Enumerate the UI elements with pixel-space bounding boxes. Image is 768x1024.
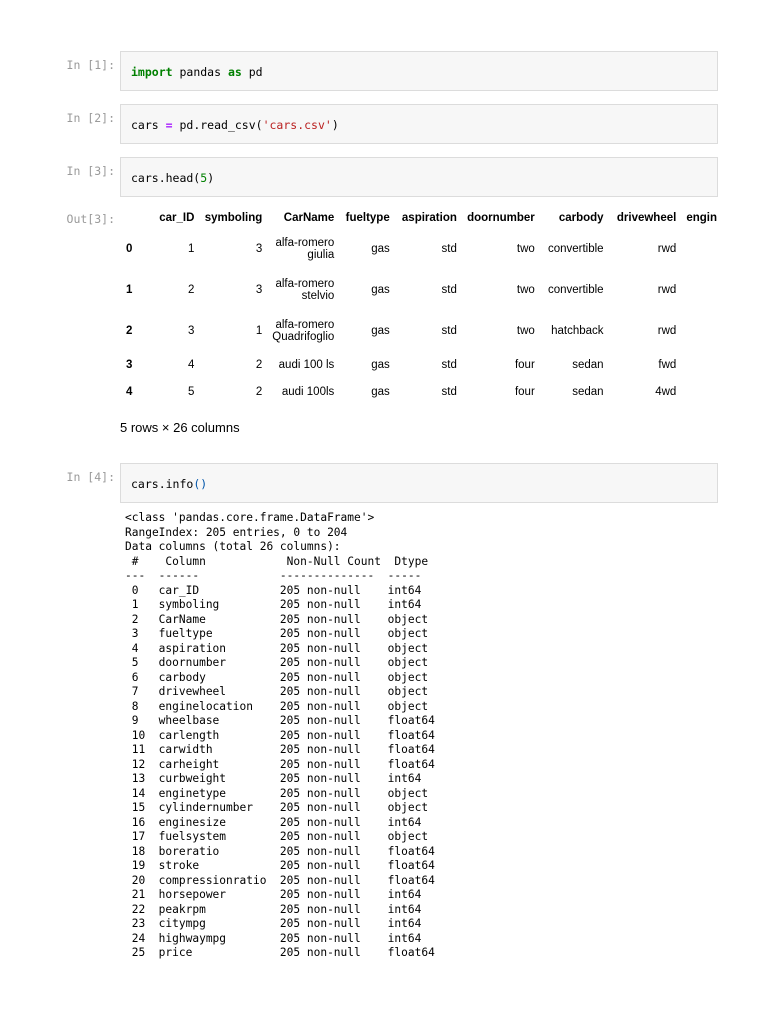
input-prompt-2: In [2]: <box>66 111 115 125</box>
call-parens: () <box>193 477 208 491</box>
cell-car-id: 4 <box>188 358 195 371</box>
cell-symboling: 2 <box>255 358 263 371</box>
info-column-row: 24 highwaympg 205 non-null int64 <box>131 931 422 945</box>
table-row <box>118 269 722 310</box>
carname-line-2: giulia <box>307 248 335 261</box>
cell-doornumber: two <box>516 324 535 337</box>
code-cell-4[interactable] <box>120 463 718 503</box>
number-literal: 5 <box>200 171 208 185</box>
cell-carname <box>267 269 339 310</box>
row-index: 2 <box>126 324 133 337</box>
table-row <box>118 310 722 351</box>
info-column-row: 13 curbweight 205 non-null int64 <box>131 772 422 785</box>
cell-aspiration: std <box>441 242 457 255</box>
carname-line-2: stelvio <box>301 289 335 302</box>
assign-operator: = <box>165 118 173 132</box>
cell-drivewheel: rwd <box>657 324 677 337</box>
cell-aspiration: std <box>441 358 457 371</box>
input-prompt-4: In [4]: <box>66 470 115 484</box>
info-column-row: 25 price 205 non-null float64 <box>131 946 435 959</box>
column-header: engin <box>686 212 717 224</box>
cell-carbody: sedan <box>572 385 604 398</box>
cell-drivewheel: rwd <box>657 283 677 296</box>
column-header: carbody <box>558 212 604 224</box>
column-header <box>118 208 146 228</box>
info-column-row: 15 cylindernumber 205 non-null object <box>131 801 429 814</box>
cell-carname <box>267 310 339 351</box>
info-column-row: 20 compressionratio 205 non-null float64 <box>131 873 435 887</box>
row-index: 0 <box>126 242 133 255</box>
input-prompt-1: In [1]: <box>66 58 115 72</box>
cell-carbody: sedan <box>572 358 604 371</box>
function-call: cars.head( <box>131 171 201 185</box>
code-cell-3[interactable] <box>120 157 718 197</box>
row-index: 3 <box>126 358 133 371</box>
cell-doornumber: two <box>516 283 535 296</box>
column-header: symboling <box>204 212 263 224</box>
row-index: 1 <box>126 283 133 296</box>
function-call: pd.read_csv( <box>172 118 263 132</box>
cell-car-id: 2 <box>188 283 195 296</box>
keyword-import: import <box>131 65 173 79</box>
row-index: 4 <box>126 385 133 398</box>
cell-fueltype: gas <box>371 385 390 398</box>
info-rule-line: --- ------ -------------- ----- <box>125 569 422 582</box>
info-column-row: 17 fuelsystem 205 non-null object <box>131 830 429 843</box>
alias-name: pd <box>241 65 263 79</box>
cell-carname <box>267 228 339 269</box>
cell-carbody: hatchback <box>551 324 604 337</box>
info-column-row: 5 doornumber 205 non-null object <box>131 656 429 669</box>
cell-drivewheel: fwd <box>658 358 677 371</box>
carname-line-1: alfa-romero <box>275 277 335 290</box>
table-row <box>118 351 722 378</box>
cell-car-id: 1 <box>188 242 195 255</box>
cell-car-id: 3 <box>188 324 195 337</box>
info-column-row: 12 carheight 205 non-null float64 <box>131 757 435 771</box>
cell-symboling: 3 <box>255 283 263 296</box>
column-header: doornumber <box>467 212 535 224</box>
dataframe-output <box>118 200 722 415</box>
cell-carname: audi 100ls <box>281 385 335 398</box>
cell-fueltype: gas <box>371 324 390 337</box>
cell-drivewheel: rwd <box>657 242 677 255</box>
code-cell-2[interactable] <box>120 104 718 144</box>
info-column-row: 22 peakrpm 205 non-null int64 <box>131 902 422 916</box>
carname-line-1: alfa-romero <box>275 236 335 249</box>
module-name: pandas <box>172 65 228 79</box>
dataframe-summary: 5 rows × 26 columns <box>120 420 240 435</box>
cell-aspiration: std <box>441 324 457 337</box>
cell-drivewheel: 4wd <box>655 385 677 398</box>
column-header: aspiration <box>401 212 457 224</box>
table-row <box>118 378 722 405</box>
column-header: fueltype <box>345 212 390 224</box>
column-header: drivewheel <box>616 212 677 224</box>
info-column-row: 14 enginetype 205 non-null object <box>131 786 429 800</box>
info-column-row: 9 wheelbase 205 non-null float64 <box>131 714 435 727</box>
info-column-row: 19 stroke 205 non-null float64 <box>131 859 435 872</box>
close-paren: ) <box>207 171 215 185</box>
output-prompt-3: Out[3]: <box>66 212 115 226</box>
info-column-row: 18 boreratio 205 non-null float64 <box>131 844 435 858</box>
cell-carname: audi 100 ls <box>278 358 335 371</box>
info-column-row: 0 car_ID 205 non-null int64 <box>131 583 422 597</box>
info-column-row: 7 drivewheel 205 non-null object <box>131 685 429 698</box>
info-column-row: 2 CarName 205 non-null object <box>131 612 429 626</box>
table-row <box>118 228 722 269</box>
info-column-row: 8 enginelocation 205 non-null object <box>131 699 429 713</box>
input-prompt-3: In [3]: <box>66 164 115 178</box>
cell-doornumber: four <box>514 385 535 398</box>
cell-fueltype: gas <box>371 283 390 296</box>
dataframe-table <box>118 208 722 405</box>
info-output <box>125 511 435 961</box>
cell-symboling: 2 <box>255 385 263 398</box>
info-column-row: 1 symboling 205 non-null int64 <box>131 598 422 611</box>
info-header-line: <class 'pandas.core.frame.DataFrame'> <box>125 511 375 524</box>
info-column-row: 21 horsepower 205 non-null int64 <box>131 888 422 901</box>
cell-aspiration: std <box>441 385 457 398</box>
cell-symboling: 3 <box>255 242 263 255</box>
table-header-row <box>118 208 722 228</box>
cell-fueltype: gas <box>371 358 390 371</box>
variable-name: cars <box>131 118 166 132</box>
string-literal: 'cars.csv' <box>262 118 332 132</box>
cell-doornumber: two <box>516 242 535 255</box>
cell-doornumber: four <box>514 358 535 371</box>
info-column-header: # Column Non-Null Count Dtype <box>131 554 429 568</box>
column-header: car_ID <box>159 212 195 224</box>
info-column-row: 6 carbody 205 non-null object <box>131 670 429 684</box>
cell-carbody: convertible <box>547 283 604 296</box>
carname-line-2: Quadrifoglio <box>272 330 335 343</box>
cell-fueltype: gas <box>371 242 390 255</box>
function-call: cars.info <box>131 477 194 491</box>
close-paren: ) <box>331 118 339 132</box>
column-header: CarName <box>283 212 335 224</box>
cell-symboling: 1 <box>255 324 263 337</box>
info-header-line: RangeIndex: 205 entries, 0 to 204 <box>125 525 348 539</box>
info-column-row: 11 carwidth 205 non-null float64 <box>131 743 435 756</box>
keyword-as: as <box>227 65 242 79</box>
info-column-row: 3 fueltype 205 non-null object <box>131 627 429 640</box>
info-header-line: Data columns (total 26 columns): <box>125 540 341 553</box>
cell-aspiration: std <box>441 283 457 296</box>
cell-carbody: convertible <box>547 242 604 255</box>
info-column-row: 23 citympg 205 non-null int64 <box>131 917 422 930</box>
cell-car-id: 5 <box>188 385 195 398</box>
info-column-row: 4 aspiration 205 non-null object <box>131 641 429 655</box>
info-column-row: 16 enginesize 205 non-null int64 <box>131 815 422 829</box>
carname-line-1: alfa-romero <box>275 318 335 331</box>
info-column-row: 10 carlength 205 non-null float64 <box>131 728 435 742</box>
code-cell-1[interactable] <box>120 51 718 91</box>
